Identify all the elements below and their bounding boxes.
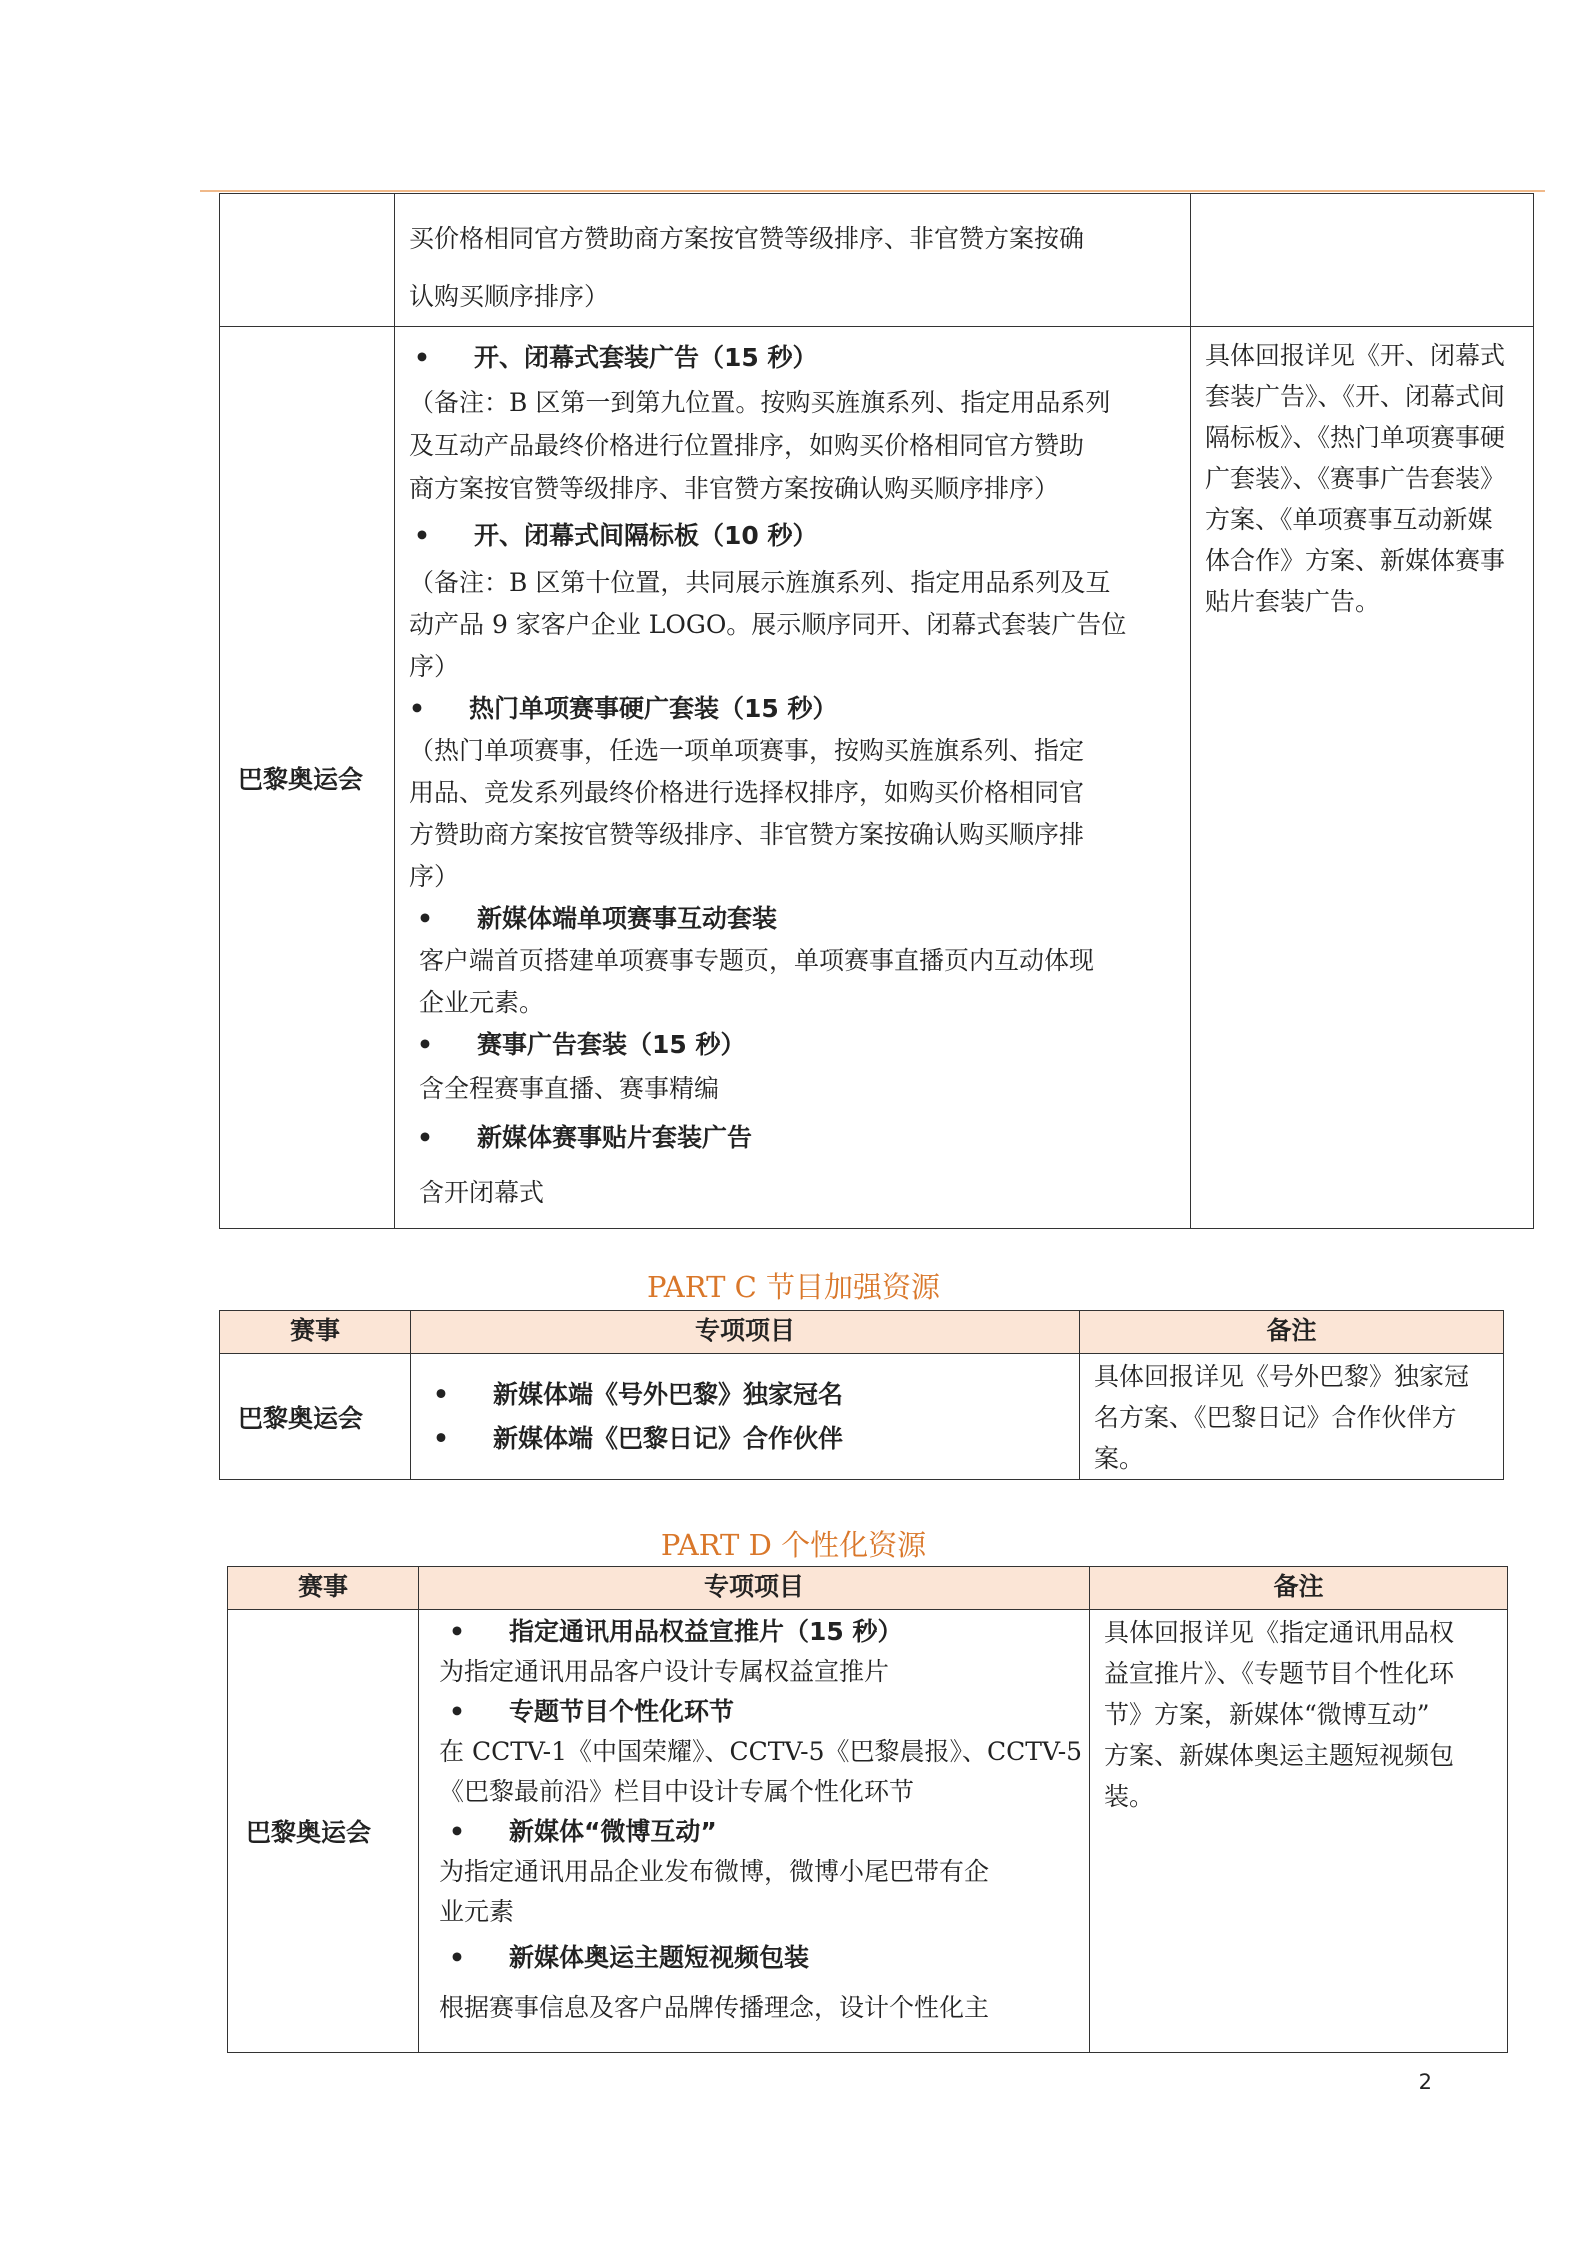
bullet-icon: • xyxy=(433,1379,449,1409)
text-line: 客户端首页搭建单项赛事专题页，单项赛事直播页内互动体现 xyxy=(419,946,1095,975)
note-line: 具体回报详见《号外巴黎》独家冠 xyxy=(1094,1362,1470,1391)
table-row xyxy=(220,327,1534,1229)
list-item-title: • 专题节目个性化环节 xyxy=(439,1692,1089,1732)
text-line: （备注：B 区第一到第九位置。按购买旌旗系列、指定用品系列 xyxy=(409,388,1111,417)
text-line: 企业元素。 xyxy=(419,988,545,1017)
table-header-row xyxy=(220,1311,1504,1354)
page-number: 2 xyxy=(1418,2070,1432,2094)
note-line: 方案、新媒体奥运主题短视频包 xyxy=(1104,1741,1455,1770)
note-line: 广套装》、《赛事广告套装》 xyxy=(1205,464,1506,493)
text-line: （热门单项赛事，任选一项单项赛事，按购买旌旗系列、指定 xyxy=(409,736,1085,765)
note-line: 套装广告》、《开、闭幕式间 xyxy=(1205,382,1506,411)
text-line: 含全程赛事直播、赛事精编 xyxy=(419,1074,720,1103)
table-row xyxy=(228,1610,1508,2053)
note-line: 案。 xyxy=(1094,1444,1145,1473)
text-line: 方赞助商方案按官赞等级排序、非官赞方案按确认购买顺序排 xyxy=(409,820,1085,849)
column-header: 专项项目 xyxy=(411,1311,1080,1354)
item-desc xyxy=(439,1852,1089,1932)
bullet-icon: • xyxy=(409,694,425,723)
item-desc xyxy=(409,730,1190,898)
list-item-title: • 开、闭幕式间隔标板（10 秒） xyxy=(409,510,1190,562)
section-title-part-d: PART D 个性化资源 xyxy=(660,1528,927,1562)
item-desc xyxy=(409,562,1190,688)
item-desc xyxy=(439,1732,1089,1812)
table-row xyxy=(220,1354,1504,1480)
item-desc xyxy=(409,1164,1190,1222)
note-line: 节》方案，新媒体“微博互动” xyxy=(1104,1700,1430,1729)
list-item-title: • 指定通讯用品权益宣推片（15 秒） xyxy=(439,1612,1089,1652)
bullet-icon: • xyxy=(433,1423,449,1453)
resource-table-b xyxy=(219,193,1534,1229)
text-line: 商方案按官赞等级排序、非官赞方案按确认购买顺序排序） xyxy=(409,474,1060,503)
event-cell: 巴黎奥运会 xyxy=(228,1610,419,2053)
event-cell: 巴黎奥运会 xyxy=(220,1354,411,1480)
column-header: 备注 xyxy=(1090,1567,1508,1610)
header-rule xyxy=(200,190,1545,192)
table-header-row xyxy=(228,1567,1508,1610)
list-item: • 新媒体端《巴黎日记》合作伙伴 xyxy=(433,1417,1079,1461)
item-desc xyxy=(439,1984,1089,2032)
text-line: 在 CCTV-1《中国荣耀》、CCTV-5《巴黎晨报》、CCTV-5 xyxy=(439,1737,1083,1766)
text-line: 为指定通讯用品企业发布微博，微博小尾巴带有企 xyxy=(439,1857,990,1886)
resource-table-part-c xyxy=(219,1310,1504,1480)
resource-table-part-d xyxy=(227,1566,1508,2053)
item-desc xyxy=(409,940,1190,1024)
column-header: 备注 xyxy=(1080,1311,1504,1354)
note-line: 贴片套装广告。 xyxy=(1205,587,1381,616)
bullet-icon: • xyxy=(417,1123,433,1152)
column-header: 专项项目 xyxy=(419,1567,1090,1610)
list-item: • 新媒体端《号外巴黎》独家冠名 xyxy=(433,1373,1079,1417)
note-line: 装。 xyxy=(1104,1782,1155,1811)
event-cell: 巴黎奥运会 xyxy=(220,327,395,1229)
text-line: 为指定通讯用品客户设计专属权益宣推片 xyxy=(439,1657,890,1686)
text-line: 业元素 xyxy=(439,1897,515,1926)
list-item-title: • 热门单项赛事硬广套装（15 秒） xyxy=(409,688,1190,730)
text-line: 《巴黎最前沿》栏目中设计专属个性化环节 xyxy=(439,1777,915,1806)
bullet-icon: • xyxy=(414,343,430,372)
note-line: 隔标板》、《热门单项赛事硬 xyxy=(1205,423,1506,452)
text-line: 序） xyxy=(409,862,460,891)
event-cell-empty xyxy=(220,194,395,327)
text-line: 根据赛事信息及客户品牌传播理念，设计个性化主 xyxy=(439,1993,990,2022)
note-line: 名方案、《巴黎日记》合作伙伴方 xyxy=(1094,1403,1457,1432)
list-item-title: • 开、闭幕式套装广告（15 秒） xyxy=(409,335,1190,381)
bullet-icon: • xyxy=(449,1943,465,1972)
item-desc xyxy=(409,381,1190,510)
text-line: 及互动产品最终价格进行位置排序，如购买价格相同官方赞助 xyxy=(409,431,1085,460)
list-item-title: • 新媒体奥运主题短视频包装 xyxy=(439,1932,1089,1984)
bullet-icon: • xyxy=(417,1030,433,1059)
note-line: 体合作》方案、新媒体赛事 xyxy=(1205,546,1506,575)
text-line: （备注：B 区第十位置，共同展示旌旗系列、指定用品系列及互 xyxy=(409,568,1111,597)
bullet-icon: • xyxy=(449,1617,465,1646)
text-line: 动产品 9 家客户企业 LOGO。展示顺序同开、闭幕式套装广告位 xyxy=(409,610,1127,639)
item-desc xyxy=(409,1066,1190,1112)
note-line: 具体回报详见《指定通讯用品权 xyxy=(1104,1618,1455,1647)
bullet-icon: • xyxy=(417,904,433,933)
note-line: 益宣推片》、《专题节目个性化环 xyxy=(1104,1659,1455,1688)
list-item-title: • 新媒体端单项赛事互动套装 xyxy=(409,898,1190,940)
section-title-part-c: PART C 节目加强资源 xyxy=(646,1270,941,1304)
bullet-icon: • xyxy=(414,521,430,550)
text-line: 买价格相同官方赞助商方案按官赞等级排序、非官赞方案按确 xyxy=(409,224,1085,253)
items-cell xyxy=(419,1610,1090,2053)
bullet-icon: • xyxy=(449,1817,465,1846)
list-item-title: • 赛事广告套装（15 秒） xyxy=(409,1024,1190,1066)
note-cell-empty xyxy=(1191,194,1534,327)
text-line: 认购买顺序排序） xyxy=(409,282,610,311)
items-cell xyxy=(395,327,1191,1229)
note-cell xyxy=(1080,1354,1504,1480)
item-desc xyxy=(439,1652,1089,1692)
column-header: 赛事 xyxy=(220,1311,411,1354)
text-line: 序） xyxy=(409,652,460,681)
bullet-icon: • xyxy=(449,1697,465,1726)
items-cell xyxy=(411,1354,1080,1480)
note-cell xyxy=(1191,327,1534,1229)
table-row-continuation xyxy=(220,194,1534,327)
note-line: 方案、《单项赛事互动新媒 xyxy=(1205,505,1493,534)
text-line: 用品、竞发系列最终价格进行选择权排序，如购买价格相同官 xyxy=(409,778,1085,807)
note-cell xyxy=(1090,1610,1508,2053)
column-header: 赛事 xyxy=(228,1567,419,1610)
text-line: 含开闭幕式 xyxy=(419,1178,545,1207)
items-cell xyxy=(395,194,1191,327)
note-line: 具体回报详见《开、闭幕式 xyxy=(1205,341,1506,370)
list-item-title: • 新媒体赛事贴片套装广告 xyxy=(409,1112,1190,1164)
list-item-title: • 新媒体“微博互动” xyxy=(439,1812,1089,1852)
